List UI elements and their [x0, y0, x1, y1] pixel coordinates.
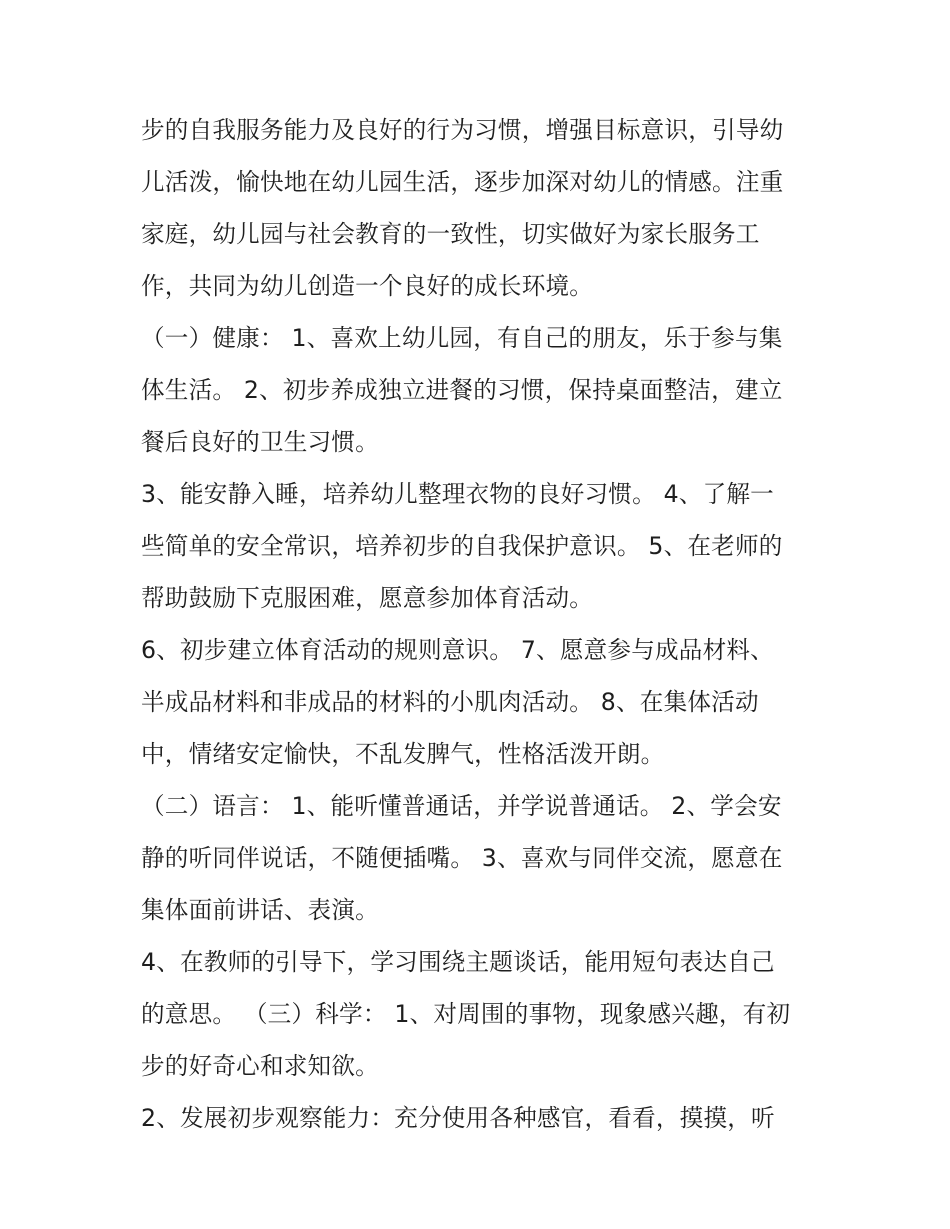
- text-line: （一）健康： 1、喜欢上幼儿园，有自己的朋友，乐于参与集: [141, 324, 783, 352]
- text-line: 家庭，幼儿园与社会教育的一致性，切实做好为家长服务工: [141, 220, 760, 248]
- text-line: 2、发展初步观察能力：充分使用各种感官，看看，摸摸，听: [141, 1104, 775, 1132]
- text-line: 体生活。 2、初步养成独立进餐的习惯，保持桌面整洁，建立: [141, 376, 783, 404]
- text-line: （二）语言： 1、能听懂普通话，并学说普通话。 2、学会安: [141, 792, 782, 820]
- text-line: 步的自我服务能力及良好的行为习惯，增强目标意识，引导幼: [141, 116, 784, 144]
- text-line: 餐后良好的卫生习惯。: [141, 428, 379, 456]
- text-line: 帮助鼓励下克服困难，愿意参加体育活动。: [141, 584, 594, 612]
- text-line: 3、能安静入睡，培养幼儿整理衣物的良好习惯。 4、了解一: [141, 480, 774, 508]
- text-line: 集体面前讲话、表演。: [141, 896, 379, 924]
- text-line: 的意思。 （三）科学： 1、对周围的事物，现象感兴趣，有初: [141, 1000, 791, 1028]
- text-line: 作，共同为幼儿创造一个良好的成长环境。: [141, 272, 594, 300]
- text-line: 半成品材料和非成品的材料的小肌肉活动。 8、在集体活动: [141, 688, 759, 716]
- text-line: 4、在教师的引导下，学习围绕主题谈话，能用短句表达自己: [141, 948, 775, 976]
- text-line: 儿活泼，愉快地在幼儿园生活，逐步加深对幼儿的情感。注重: [141, 168, 784, 196]
- text-line: 中，情绪安定愉快，不乱发脾气，性格活泼开朗。: [141, 740, 665, 768]
- text-line: 6、初步建立体育活动的规则意识。 7、愿意参与成品材料、: [141, 636, 774, 664]
- text-line: 些简单的安全常识，培养初步的自我保护意识。 5、在老师的: [141, 532, 783, 560]
- text-line: 步的好奇心和求知欲。: [141, 1052, 379, 1080]
- text-line: 静的听同伴说话，不随便插嘴。 3、喜欢与同伴交流，愿意在: [141, 844, 783, 872]
